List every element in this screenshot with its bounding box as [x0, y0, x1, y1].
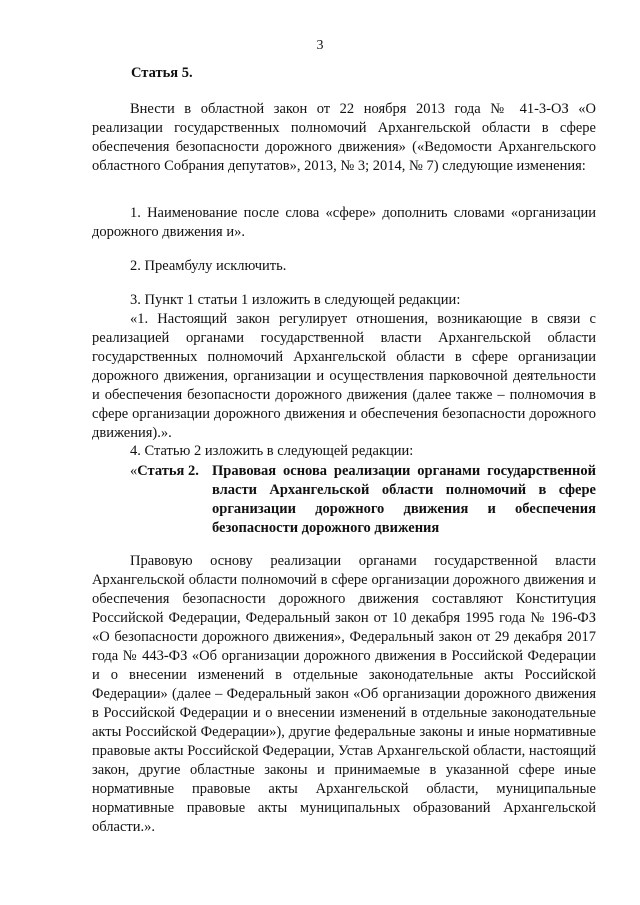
amendment-item-1: 1. Наименование после слова «сфере» дополнить словами «организации дорожного движения и». [92, 205, 596, 240]
article-heading: Статья 5. [131, 65, 193, 81]
article-2-label [130, 462, 199, 481]
intro-paragraph: Внести в областной закон от 22 ноября 2013 года № 41-3-ОЗ «О реализации государственных полномочий Архангельской области в сфере обеспечения безопасности дорожного движения» («Ведомости Архангельского областного Собрания депутатов», 2013, № 3; 2014, № 7) следующие изменения: [92, 101, 596, 174]
amendment-item-4: 4. Статью 2 изложить в следующей редакции: [130, 443, 414, 459]
article-2-body: Правовую основу реализации органами государственной власти Архангельской области полномочий в сфере организации дорожного движения и обеспечения безопасности дорожного движения составляют Конституция Российской Федерации, Федеральный закон от 10 декабря 1995 года № 196-ФЗ «О безопасности дорожного движения», Федеральный закон от 29 декабря 2017 года № 443-ФЗ «Об организации дорожного движения в Российской Федерации и о внесении изменений в отдельные законодательные акты Российской Федерации» (далее – Федеральный закон «Об организации дорожного движения в Российской Федерации и о внесении изменений в отдельные законодательные акты Российской Федерации»), другие федеральные законы и иные нормативные правовые акты Российской Федерации, Устав Архангельской области, настоящий закон, другие областные законы и принимаемые в указанной сфере иные нормативные правовые акты Архангельской области, муниципальные нормативные правовые акты муниципальных образований Архангельской области.». [92, 553, 596, 835]
amendment-item-3: 3. Пункт 1 статьи 1 изложить в следующей редакции: [130, 292, 461, 308]
amendment-item-3-quote: «1. Настоящий закон регулирует отношения, возникающие в связи с реализацией органами государственной власти Архангельской области государственных полномочий Архангельской области в сфере организации дорожного движения, организации и осуществления парковочной деятельности и обеспечения безопасности дорожного движения (далее также – полномочия в сфере организации дорожного движения и обеспечения безопасности дорожного движения).». [92, 311, 596, 441]
article-2-title: Правовая основа реализации органами государственной власти Архангельской области полномочий в сфере организации дорожного движения и обеспечения безопасности дорожного движения [212, 463, 596, 536]
amendment-item-2: 2. Преамбулу исключить. [130, 258, 287, 274]
page-number: 3 [316, 38, 324, 53]
article-2-label-text: Статья 2. [137, 463, 199, 479]
article-2-open-quote: « [130, 463, 138, 479]
